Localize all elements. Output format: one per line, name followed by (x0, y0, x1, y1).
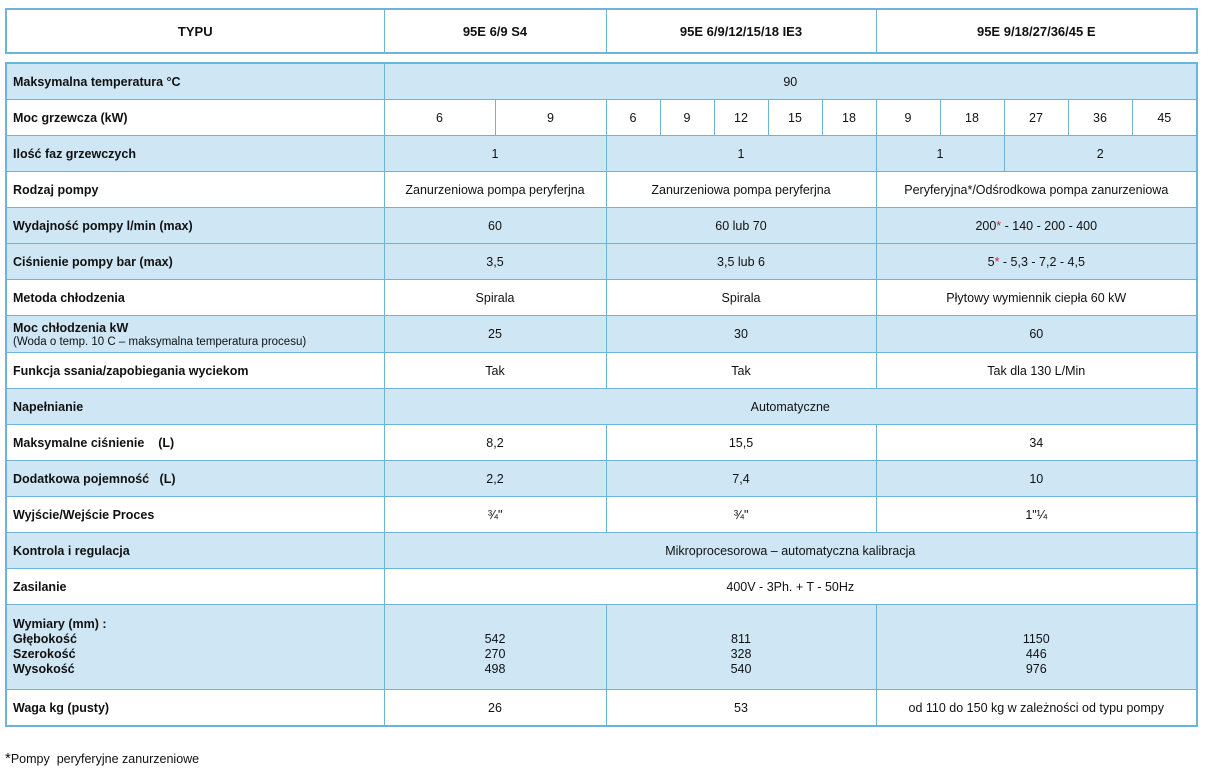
heater-power-m2-cell: 9 (660, 100, 714, 136)
value-filling: Automatyczne (384, 389, 1197, 425)
value-power-supply: 400V - 3Ph. + T - 50Hz (384, 569, 1197, 605)
extra-capacity-m2: 7,4 (606, 461, 876, 497)
extra-capacity-m3: 10 (876, 461, 1197, 497)
cooling-method-m1: Spirala (384, 280, 606, 316)
heater-power-m3-cell: 45 (1132, 100, 1197, 136)
cooling-power-m2: 30 (606, 316, 876, 353)
dimensions-m1-height: 498 (484, 661, 506, 676)
dimensions-m3 (876, 605, 1197, 690)
label-max-pressure: Maksymalne ciśnienie (L) (6, 425, 384, 461)
label-cooling-power (6, 316, 384, 353)
header-typ: TYPU (177, 23, 213, 39)
dimensions-m3-depth: 1150 (1022, 631, 1050, 646)
dimensions-label: Wymiary (mm) : (13, 617, 107, 631)
heater-power-m2-cell: 15 (768, 100, 822, 136)
row-process-io (6, 497, 1197, 533)
value-max-temp: 90 (384, 63, 1197, 100)
footnote-text: Pompy peryferyjne zanurzeniowe (10, 752, 200, 766)
label-pump-pressure: Ciśnienie pompy bar (max) (6, 244, 384, 280)
max-pressure-m1: 8,2 (384, 425, 606, 461)
heating-phases-m3-a: 1 (876, 136, 1004, 172)
cooling-power-m3: 60 (876, 316, 1197, 353)
heater-power-m3-cell: 9 (876, 100, 940, 136)
header-table (5, 8, 1198, 54)
row-suction (6, 353, 1197, 389)
heater-power-m3-cell: 36 (1068, 100, 1132, 136)
dimensions-m2-height: 540 (730, 661, 752, 676)
cooling-power-m1: 25 (384, 316, 606, 353)
dimensions-m2-width: 328 (730, 646, 752, 661)
footnote (5, 750, 199, 767)
label-process-io: Wyjście/Wejście Proces (6, 497, 384, 533)
heater-power-m1-cell: 6 (384, 100, 495, 136)
row-pump-flow (6, 208, 1197, 244)
dimensions-m1-depth: 542 (484, 631, 506, 646)
row-cooling-method (6, 280, 1197, 316)
dimensions-m1-width: 270 (484, 646, 506, 661)
width-label: Szerokość (13, 647, 76, 661)
pump-pressure-m3-first: 5 (987, 254, 995, 269)
row-max-temp (6, 63, 1197, 100)
asterisk-mark: * (994, 254, 1000, 269)
weight-m3: od 110 do 150 kg w zależności od typu pompy (876, 690, 1197, 727)
process-io-m1: ¾" (384, 497, 606, 533)
label-pump-flow: Wydajność pompy l/min (max) (6, 208, 384, 244)
label-max-temp: Maksymalna temperatura °C (6, 63, 384, 100)
value-control: Mikroprocesorowa – automatyczna kalibracja (384, 533, 1197, 569)
label-power-supply: Zasilanie (6, 569, 384, 605)
pump-pressure-m1: 3,5 (384, 244, 606, 280)
heater-power-m2-cell: 6 (606, 100, 660, 136)
heater-power-m2-cell: 18 (822, 100, 876, 136)
label-pump-type: Rodzaj pompy (6, 172, 384, 208)
label-cooling-method: Metoda chłodzenia (6, 280, 384, 316)
label-filling: Napełnianie (6, 389, 384, 425)
heater-power-m3-cell: 18 (940, 100, 1004, 136)
height-label: Wysokość (13, 662, 75, 676)
header-model-2: 95E 6/9/12/15/18 IE3 (606, 9, 876, 53)
row-control (6, 533, 1197, 569)
row-weight (6, 690, 1197, 727)
process-io-m3: 1"¼ (876, 497, 1197, 533)
pump-type-m2: Zanurzeniowa pompa peryferjna (606, 172, 876, 208)
asterisk-mark: * (996, 218, 1002, 233)
row-max-pressure (6, 425, 1197, 461)
pump-flow-m3 (876, 208, 1197, 244)
row-power-supply (6, 569, 1197, 605)
pump-pressure-m2: 3,5 lub 6 (606, 244, 876, 280)
suction-m1: Tak (384, 353, 606, 389)
heater-power-m1-cell: 9 (495, 100, 606, 136)
label-suction: Funkcja ssania/zapobiegania wyciekom (6, 353, 384, 389)
pump-flow-m3-rest: - 140 - 200 - 400 (1001, 218, 1098, 233)
extra-capacity-m1: 2,2 (384, 461, 606, 497)
label-heater-power: Moc grzewcza (kW) (6, 100, 384, 136)
label-heating-phases: Ilość faz grzewczych (6, 136, 384, 172)
footnote-star: * (5, 750, 11, 767)
label-extra-capacity: Dodatkowa pojemność (L) (6, 461, 384, 497)
pump-pressure-m3 (876, 244, 1197, 280)
heating-phases-m3-b: 2 (1004, 136, 1197, 172)
max-pressure-m3: 34 (876, 425, 1197, 461)
pump-type-m1: Zanurzeniowa pompa peryferjna (384, 172, 606, 208)
heater-power-m3-cell: 27 (1004, 100, 1068, 136)
dimensions-m1 (384, 605, 606, 690)
dimensions-m3-height: 976 (1025, 661, 1047, 676)
row-filling (6, 389, 1197, 425)
weight-m2: 53 (606, 690, 876, 727)
spec-table (5, 62, 1198, 727)
cooling-method-m2: Spirala (606, 280, 876, 316)
cooling-method-m3: Płytowy wymiennik ciepła 60 kW (876, 280, 1197, 316)
pump-flow-m3-first: 200 (975, 218, 997, 233)
pump-flow-m1: 60 (384, 208, 606, 244)
header-row (6, 9, 1197, 53)
pump-type-m3: Peryferyjna*/Odśrodkowa pompa zanurzeniowa (876, 172, 1197, 208)
heater-power-m2-cell: 12 (714, 100, 768, 136)
heating-phases-m2: 1 (606, 136, 876, 172)
heating-phases-m1: 1 (384, 136, 606, 172)
pump-flow-m2: 60 lub 70 (606, 208, 876, 244)
label-weight: Waga kg (pusty) (6, 690, 384, 727)
cooling-power-label-main: Moc chłodzenia kW (13, 320, 129, 335)
max-pressure-m2: 15,5 (606, 425, 876, 461)
label-dimensions (6, 605, 384, 690)
header-model-1: 95E 6/9 S4 (384, 9, 606, 53)
suction-m3: Tak dla 130 L/Min (876, 353, 1197, 389)
dimensions-m3-width: 446 (1025, 646, 1047, 661)
suction-m2: Tak (606, 353, 876, 389)
row-cooling-power (6, 316, 1197, 353)
depth-label: Głębokość (13, 632, 77, 646)
pump-pressure-m3-rest: - 5,3 - 7,2 - 4,5 (999, 254, 1085, 269)
dimensions-m2 (606, 605, 876, 690)
row-pump-type (6, 172, 1197, 208)
row-heating-phases (6, 136, 1197, 172)
cooling-power-label-sub: (Woda o temp. 10 C – maksymalna temperatura procesu) (13, 335, 307, 348)
header-model-3: 95E 9/18/27/36/45 E (876, 9, 1197, 53)
row-heater-power (6, 100, 1197, 136)
weight-m1: 26 (384, 690, 606, 727)
row-pump-pressure (6, 244, 1197, 280)
row-dimensions (6, 605, 1197, 690)
row-extra-capacity (6, 461, 1197, 497)
label-control: Kontrola i regulacja (6, 533, 384, 569)
dimensions-m2-depth: 811 (731, 631, 751, 646)
process-io-m2: ¾" (606, 497, 876, 533)
